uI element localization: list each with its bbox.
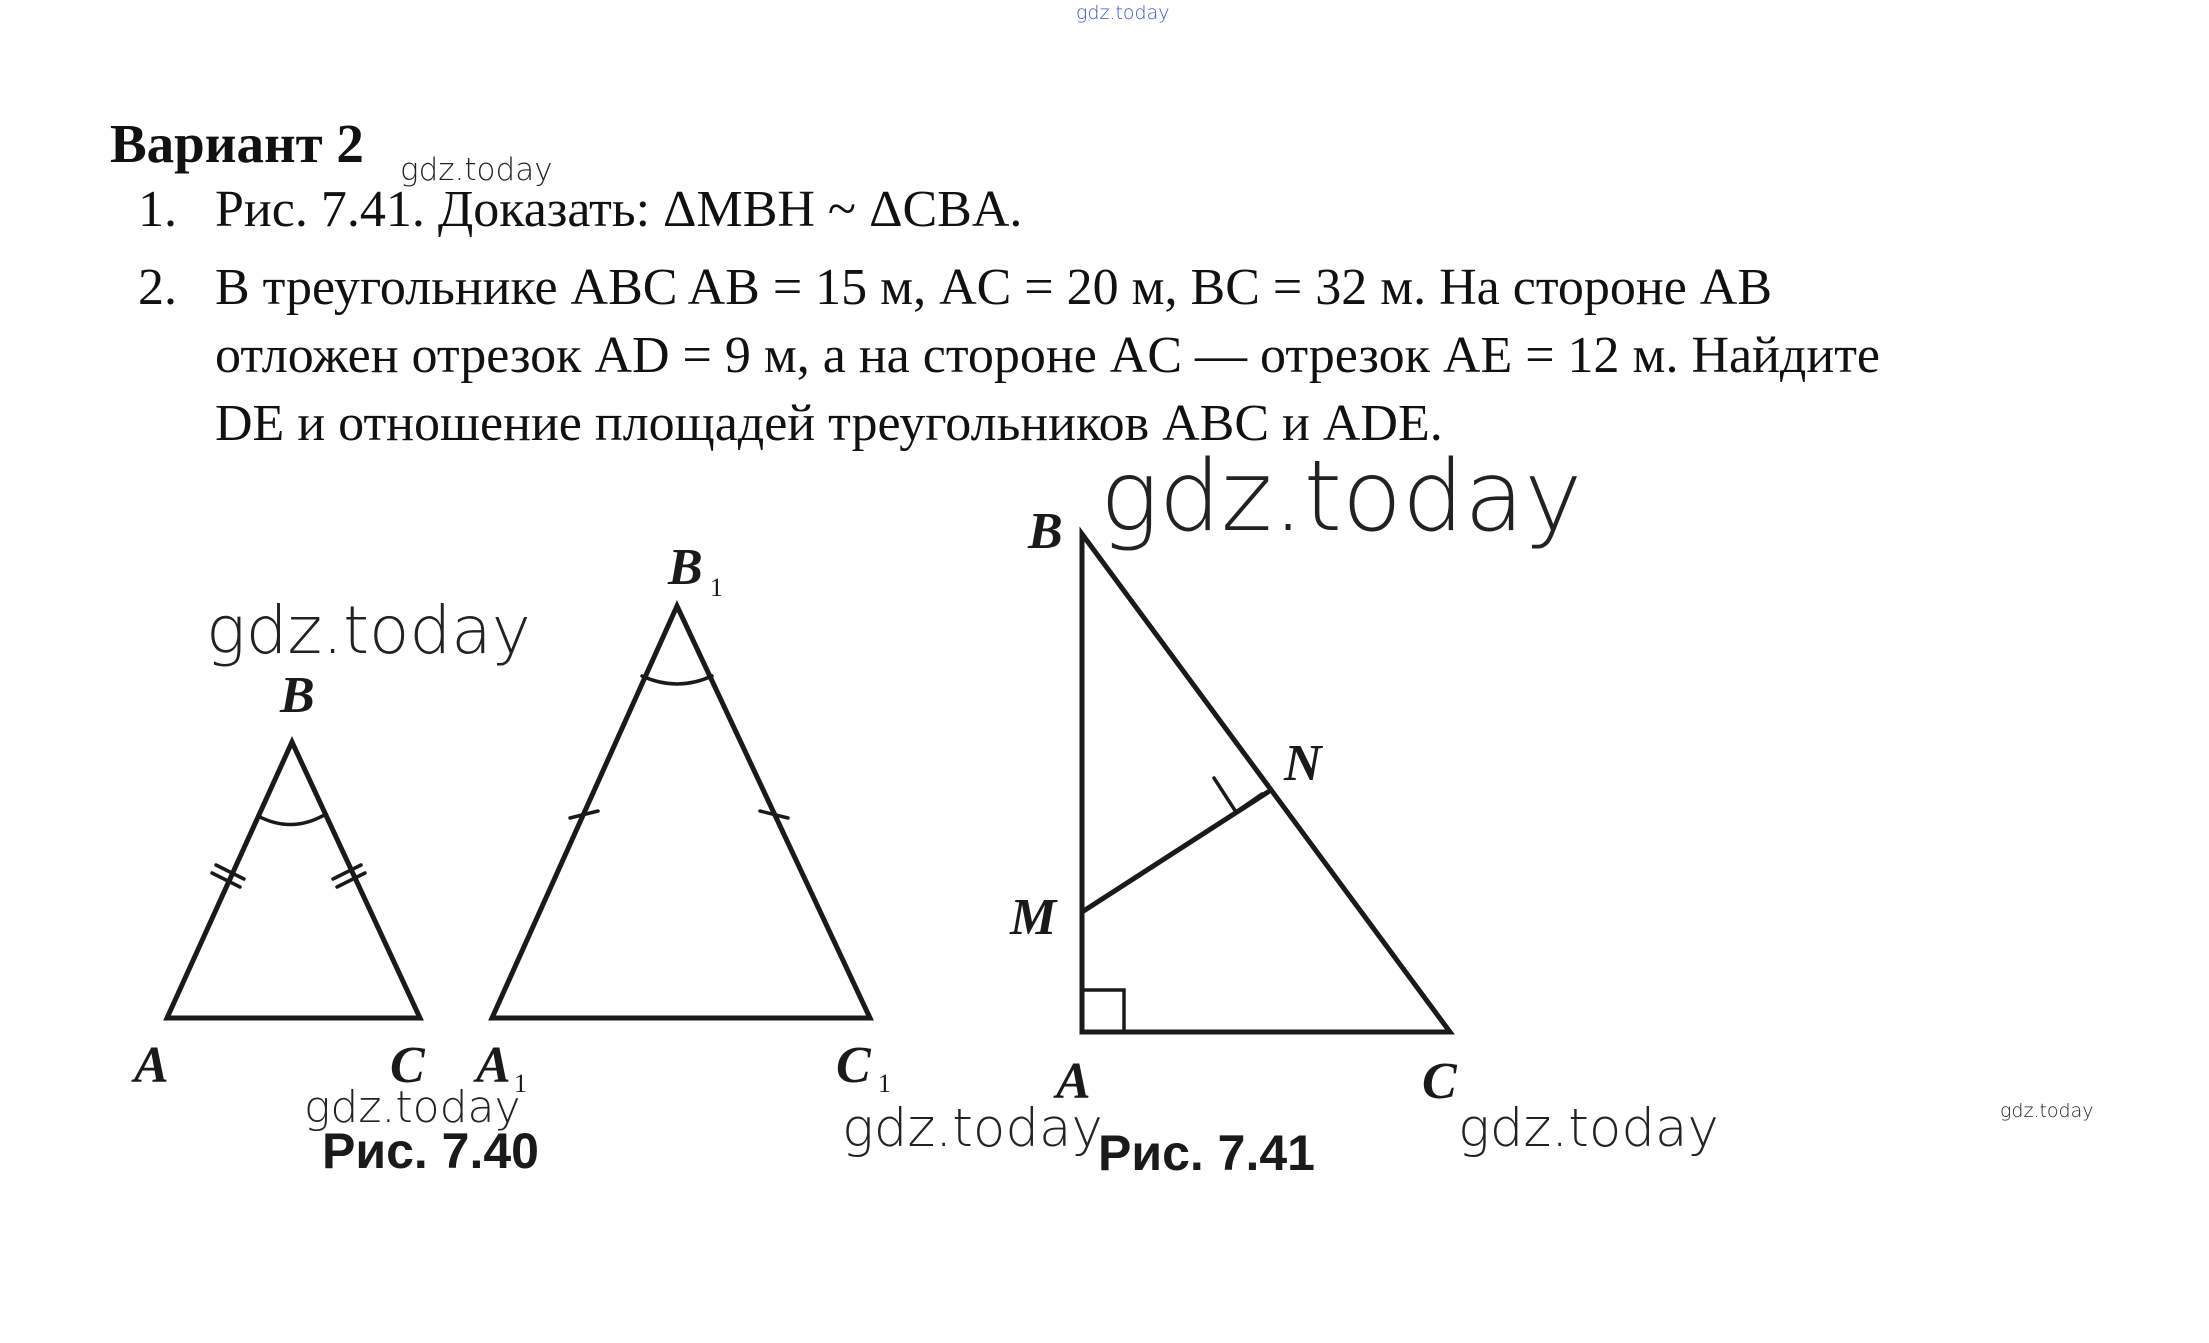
caption-fig-7-41: Рис. 7.41	[1098, 1125, 1315, 1181]
label-b1-sub: 1	[710, 573, 723, 602]
label-a1-sub: 1	[514, 1069, 527, 1098]
task-1-line-1: Рис. 7.41. Доказать: ΔMBH ~ ΔCBA.	[215, 181, 1023, 238]
watermark-top: gdz.today	[1076, 2, 1170, 24]
right-angle-n	[1214, 778, 1262, 812]
watermark-tiny-right: gdz.today	[2000, 1100, 2094, 1122]
page-title: Вариант 2	[110, 113, 364, 174]
task-2-line-3: DE и отношение площадей треугольников ABC и ADE.	[215, 395, 1443, 452]
watermark-small-title: gdz.today	[400, 152, 553, 188]
right-angle-a	[1082, 990, 1124, 1032]
angle-arc-b-small	[258, 814, 326, 825]
label-c-small: C	[390, 1037, 425, 1094]
task-2-line-2: отложен отрезок AD = 9 м, а на стороне AC — отрезок AE = 12 м. Найдите	[215, 327, 1881, 384]
task-2-number: 2.	[138, 259, 177, 316]
label-b-right: B	[1028, 503, 1063, 560]
label-a-right: A	[1056, 1053, 1091, 1110]
watermark-large-center: gdz.today	[1100, 440, 1583, 554]
caption-fig-7-40: Рис. 7.40	[322, 1123, 539, 1179]
watermark-right-bottom: gdz.today	[1458, 1098, 1719, 1159]
label-n: N	[1284, 735, 1322, 792]
label-b1: B	[668, 539, 703, 596]
task-1-number: 1.	[138, 181, 177, 238]
label-c-right: C	[1422, 1053, 1457, 1110]
label-a1: A	[476, 1037, 511, 1094]
triangle-abc-small	[167, 742, 420, 1018]
label-a-small: A	[134, 1037, 169, 1094]
task-2-line-1: В треугольнике ABC AB = 15 м, AC = 20 м, BC = 32 м. На стороне AB	[215, 259, 1773, 316]
watermark-left-bottom: gdz.today	[304, 1082, 521, 1133]
triangle-a1b1c1	[492, 606, 870, 1018]
watermark-center-bottom: gdz.today	[842, 1098, 1103, 1159]
watermark-left-mid: gdz.today	[206, 592, 531, 669]
label-m: M	[1010, 889, 1057, 946]
label-c1: C	[836, 1037, 871, 1094]
triangle-abc-right	[1082, 534, 1450, 1032]
label-c1-sub: 1	[878, 1069, 891, 1098]
angle-arc-b1	[642, 676, 712, 684]
label-b-small: B	[280, 667, 315, 724]
